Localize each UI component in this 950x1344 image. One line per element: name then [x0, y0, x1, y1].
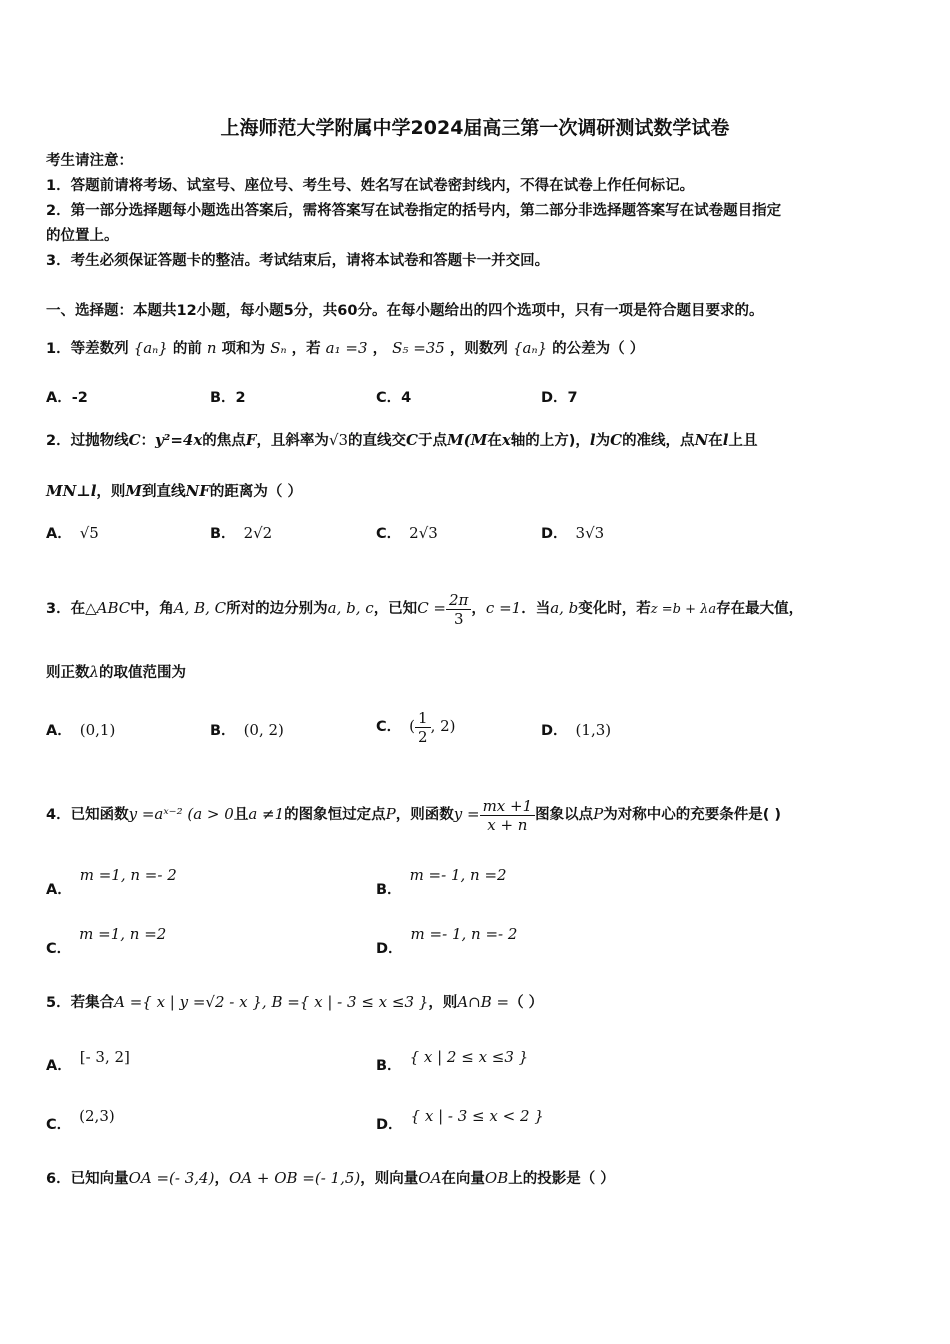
q3-text-6: ．当	[521, 601, 551, 617]
q3-text-8: 存在最大值，	[716, 601, 804, 617]
q4-condition: a ≠1	[248, 805, 285, 823]
q5-option-b[interactable]	[376, 1046, 529, 1074]
q5-option-c-value: (2,3)	[79, 1107, 115, 1125]
q3-text-5: ，	[471, 601, 486, 617]
q6-vector-sum: OA + OB =(- 1,5)	[228, 1169, 361, 1187]
q2-option-a[interactable]	[46, 522, 99, 543]
q1-sequence-2: {aₙ}	[512, 339, 548, 357]
q5-option-c[interactable]	[46, 1105, 115, 1133]
q3-option-a[interactable]	[46, 719, 115, 740]
q1-text-1: 1．等差数列	[46, 341, 129, 357]
q3-fraction	[446, 591, 471, 628]
question-4	[46, 794, 781, 835]
q2-option-b-value: 2√2	[243, 524, 273, 542]
q4-option-c[interactable]	[46, 923, 167, 957]
q2-option-c[interactable]	[376, 522, 438, 543]
q4-fraction	[480, 797, 536, 834]
q5-intersection: A∩B =	[457, 993, 510, 1011]
q4-text-6: 为对称中心的充要条件是( )	[603, 807, 782, 823]
q3-angles: A, B, C	[173, 599, 227, 617]
q4-option-c-label: C．	[46, 941, 72, 957]
note-1: 1．答题前请将考场、试室号、座位号、考生号、姓名写在试卷密封线内，不得在试卷上作任何标记。	[46, 178, 695, 194]
q4-p: P	[385, 805, 396, 823]
q5-option-d-label: D．	[376, 1117, 403, 1133]
q2-option-c-value: 2√3	[409, 524, 438, 542]
q2-text-9: 为	[595, 433, 611, 449]
q1-n: n	[206, 339, 217, 357]
notes-heading: 考生请注意：	[46, 153, 133, 169]
question-3-line-2	[46, 662, 186, 683]
q2-option-a-value: √5	[79, 524, 99, 542]
q6-text-5: 上的投影是（ ）	[508, 1171, 615, 1187]
q6-text-1: 6．已知向量	[46, 1171, 129, 1187]
q1-option-c[interactable]: C．4	[376, 390, 412, 406]
q4-text-5: 图象以点	[535, 807, 594, 823]
q4-option-d[interactable]	[376, 923, 518, 957]
q2-slope: √3	[328, 431, 349, 449]
q6-vector-oa-2: OA	[418, 1169, 442, 1187]
q4-option-a-label: A．	[46, 882, 72, 898]
q2-nf: NF	[185, 482, 210, 500]
q4-text-3: 的图象恒过定点	[284, 807, 386, 823]
q6-vector-ob: OB	[484, 1169, 509, 1187]
q2-option-d-label: D．	[541, 526, 568, 542]
q3-option-d[interactable]	[541, 719, 611, 740]
q2-text-4: ，且斜率为	[256, 433, 329, 449]
q4-option-d-value: m =- 1, n =- 2	[410, 925, 518, 943]
q3-option-c-rest: , 2)	[430, 717, 456, 735]
q1-a1: a₁ =3	[325, 339, 368, 357]
q6-text-2: ，	[214, 1171, 229, 1187]
q4-option-d-label: D．	[376, 941, 403, 957]
q4-function: y =aˣ⁻² (a > 0	[128, 805, 234, 823]
q1-text-6: ，则数列	[449, 341, 508, 357]
q2-l: l	[589, 431, 596, 449]
q5-option-b-label: B．	[376, 1058, 402, 1074]
q3-option-b-value: (0, 2)	[243, 721, 284, 739]
q3-fraction-den: 3	[453, 609, 464, 628]
section-heading: 一、选择题：本题共12小题，每小题5分，共60分。在每小题给出的四个选项中，只有一项是符合题目要求的。	[46, 303, 764, 319]
q4-option-a[interactable]	[46, 864, 177, 898]
q4-p-2: P	[593, 805, 604, 823]
q3-text-2: 中，角	[130, 601, 174, 617]
q2-option-c-label: C．	[376, 526, 402, 542]
q2-option-b[interactable]	[210, 522, 272, 543]
q3-option-c-paren: (	[409, 717, 416, 735]
q2-text-6: 于点	[418, 433, 447, 449]
q2-text-15: 的距离为（ ）	[209, 484, 302, 500]
q4-text-4: ，则函数	[395, 807, 454, 823]
q4-fraction-num: mx +1	[480, 797, 536, 816]
q2-c: C	[128, 431, 141, 449]
q3-option-c-fraction	[415, 709, 431, 746]
q4-text-2: 且	[233, 807, 249, 823]
q3-z: z =b + λa	[650, 602, 717, 617]
q2-option-d-value: 3√3	[575, 524, 605, 542]
q5-text-1: 5．若集合	[46, 995, 115, 1011]
q3-option-c-label: C．	[376, 719, 402, 735]
q4-option-c-value: m =1, n =2	[79, 925, 167, 943]
q2-text-11: 在	[708, 433, 723, 449]
q2-n: N	[694, 431, 709, 449]
note-2-line-2: 的位置上。	[46, 228, 119, 244]
q1-option-a[interactable]: A．-2	[46, 390, 88, 406]
question-3-line-1	[46, 588, 803, 630]
q3-option-b[interactable]	[210, 719, 284, 740]
q1-text-2: 的前	[172, 341, 202, 357]
q5-option-d-value: { x | - 3 ≤ x < 2 }	[410, 1107, 544, 1125]
q3-option-a-value: (0,1)	[79, 721, 116, 739]
q2-text-7: 在	[487, 433, 502, 449]
q1-s5: S₅ =35	[392, 339, 445, 357]
q2-text-14: 到直线	[142, 484, 186, 500]
q2-perp: MN⊥l	[46, 482, 97, 500]
q2-c-2: C	[406, 431, 418, 449]
q5-sets: A ={ x | y =√2 - x }, B ={ x | - 3 ≤ x ≤3 }	[114, 993, 429, 1011]
q5-text-2: ，则	[428, 995, 458, 1011]
q3-text-9: 则正数	[46, 665, 90, 681]
q1-text-3: 项和为	[221, 341, 266, 357]
q5-text-3: （ ）	[509, 995, 544, 1011]
q4-text-1: 4．已知函数	[46, 807, 129, 823]
q1-text-5: ，	[372, 341, 388, 357]
q6-vector-oa: OA =(- 3,4)	[128, 1169, 215, 1187]
q3-option-b-label: B．	[210, 723, 236, 739]
q3-c1: c =1	[485, 599, 522, 617]
q3-sides: a, b, c	[327, 599, 374, 617]
q3-text-7: 变化时，若	[578, 601, 651, 617]
q5-option-c-label: C．	[46, 1117, 72, 1133]
q2-m-2: M	[125, 482, 143, 500]
q4-fraction-den: x + n	[487, 815, 528, 834]
q4-option-b-value: m =- 1, n =2	[409, 866, 507, 884]
q1-option-b[interactable]: B．2	[210, 390, 246, 406]
note-2-line-1: 2．第一部分选择题每小题选出答案后，需将答案写在试卷指定的括号内，第二部分非选择题答案写在试卷题目指定	[46, 203, 782, 219]
q3-text-3: 所对的边分别为	[226, 601, 328, 617]
q2-parabola: y²=4x	[155, 431, 203, 449]
q4-option-b-label: B．	[376, 882, 402, 898]
q2-text-1: 2．过抛物线	[46, 433, 129, 449]
q1-text-4: ，若	[291, 341, 321, 357]
q3-option-c-num: 1	[415, 709, 431, 728]
question-5	[46, 992, 543, 1013]
q3-ab: a, b	[550, 599, 579, 617]
q2-text-10: 的准线，点	[622, 433, 695, 449]
question-1	[46, 338, 644, 359]
q3-triangle: △ABC	[85, 599, 131, 617]
q3-option-d-value: (1,3)	[575, 721, 612, 739]
q1-text-7: 的公差为（ ）	[552, 341, 645, 357]
q3-option-c[interactable]	[376, 704, 456, 749]
q2-c-3: C	[610, 431, 623, 449]
exam-title: 上海师范大学附属中学2024届高三第一次调研测试数学试卷	[220, 117, 730, 139]
q5-option-d[interactable]	[376, 1105, 544, 1133]
q4-option-a-value: m =1, n =- 2	[79, 866, 177, 884]
q2-text-12: 上且	[728, 433, 758, 449]
q2-m: M(M	[447, 431, 488, 449]
q3-c-eq: C =	[417, 599, 447, 617]
q3-text-4: ，已知	[373, 601, 418, 617]
q2-option-d[interactable]	[541, 522, 604, 543]
q1-sn: Sₙ	[270, 339, 287, 357]
question-6	[46, 1168, 615, 1189]
q3-lambda: λ	[89, 663, 100, 681]
q5-option-a-value: [- 3, 2]	[79, 1048, 130, 1066]
q3-fraction-num: 2π	[446, 591, 471, 610]
q2-x: x	[501, 431, 511, 449]
q5-option-b-value: { x | 2 ≤ x ≤3 }	[409, 1048, 529, 1066]
q3-option-d-label: D．	[541, 723, 568, 739]
q2-text-5: 的直线交	[348, 433, 407, 449]
q1-option-d[interactable]: D．7	[541, 390, 578, 406]
q2-f: F	[245, 431, 257, 449]
q3-option-a-label: A．	[46, 723, 72, 739]
q3-option-c-den: 2	[418, 727, 428, 746]
q2-text-3: 的焦点	[202, 433, 246, 449]
q6-text-3: ，则向量	[360, 1171, 419, 1187]
q3-text-1: 3．在	[46, 601, 86, 617]
q5-option-a-label: A．	[46, 1058, 72, 1074]
q2-option-a-label: A．	[46, 526, 72, 542]
q3-text-10: 的取值范围为	[99, 665, 187, 681]
q6-text-4: 在向量	[441, 1171, 485, 1187]
question-2-line-1	[46, 430, 757, 451]
q2-option-b-label: B．	[210, 526, 236, 542]
question-2-line-2	[46, 481, 302, 502]
note-3: 3．考生必须保证答题卡的整洁。考试结束后，请将本试卷和答题卡一并交回。	[46, 253, 550, 269]
q2-l-2: l	[722, 431, 729, 449]
q2-text-2: ：	[140, 433, 156, 449]
q4-option-b[interactable]	[376, 864, 507, 898]
q4-y-eq: y =	[453, 805, 480, 823]
q2-text-13: ，则	[96, 484, 126, 500]
q2-text-8: 轴的上方)，	[510, 433, 590, 449]
q5-option-a[interactable]	[46, 1046, 130, 1074]
q1-sequence: {aₙ}	[133, 339, 168, 357]
